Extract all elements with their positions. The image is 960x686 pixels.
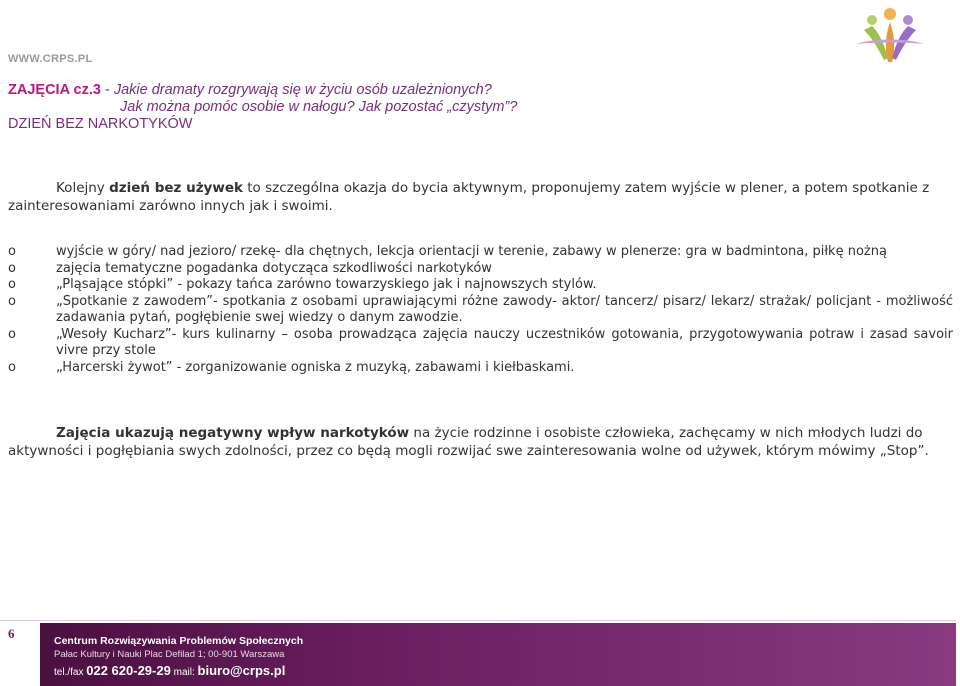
list-bullet: o	[8, 260, 16, 276]
intro-rest: to szczególna okazja do bycia aktywnym, proponujemy zatem wyjście w plener, a potem spotkanie z zainteresowaniami zarówno innych jak i swoimi.	[8, 180, 930, 214]
list-item-text: „Harcerski żywot” - zorganizowanie ogniska z muzyką, zabawami i kiełbaskami.	[56, 359, 575, 375]
list-bullet: o	[8, 293, 16, 309]
title-question-1: Jakie dramaty rozgrywają się w życiu osób uzależnionych?	[113, 82, 492, 98]
title-subtitle: DZIEŃ BEZ NARKOTYKÓW	[8, 116, 193, 132]
title-question-2: Jak można pomóc osobie w nałogu? Jak pozostać „czystym”?	[120, 99, 518, 115]
list-item	[8, 360, 953, 377]
page-title	[8, 82, 517, 133]
list-item	[8, 244, 953, 261]
summary-bold: Zajęcia ukazują negatywny wpływ narkotyków	[56, 425, 410, 441]
activities-list	[8, 244, 953, 376]
list-bullet: o	[8, 244, 16, 259]
page-number: 6	[8, 626, 15, 641]
logo-figures-icon	[850, 4, 930, 66]
list-item	[8, 277, 953, 294]
footer-address: Pałac Kultury i Nauki Plac Defilad 1; 00-901 Warszawa	[54, 649, 285, 660]
footer-mail[interactable]: biuro@crps.pl	[197, 663, 286, 678]
list-bullet: o	[8, 277, 16, 292]
list-item	[8, 294, 953, 327]
list-item-text: „Wesoły Kucharz”- kurs kulinarny – osoba prowadząca zajęcia nauczy uczestników gotowania, przygotowywania potraw i zasad savoir vivre przy stole	[56, 326, 953, 358]
list-item-text: zajęcia tematyczne pogadanka dotycząca szkodliwości narkotyków	[56, 260, 492, 276]
footer-tel-label: tel./fax	[54, 667, 84, 678]
site-url: WWW.CRPS.PL	[8, 53, 93, 65]
footer-tel: 022 620-29-29	[86, 663, 171, 678]
footer-contact	[54, 663, 285, 678]
footer-divider	[0, 620, 956, 621]
intro-pre: Kolejny	[56, 180, 110, 196]
list-item	[8, 261, 953, 278]
intro-bold: dzień bez używek	[109, 180, 243, 196]
title-lead: ZAJĘCIA cz.3	[8, 82, 101, 98]
list-item-text: „Pląsające stópki” - pokazy tańca zarówno towarzyskiego jak i najnowszych stylów.	[56, 277, 597, 292]
title-dash: -	[100, 82, 114, 98]
footer-contact-block	[40, 623, 956, 686]
summary-paragraph	[8, 424, 953, 460]
list-bullet: o	[8, 326, 16, 342]
list-bullet: o	[8, 359, 16, 375]
footer-org: Centrum Rozwiązywania Problemów Społecznych	[54, 635, 304, 647]
footer-mail-label: mail:	[173, 667, 195, 678]
page-footer	[0, 617, 960, 686]
list-item-text: wyjście w góry/ nad jezioro/ rzekę- dla chętnych, lekcja orientacji w terenie, zabawy w plenerze: gra w badmintona, piłkę nożną	[56, 244, 887, 259]
summary-rest: na życie rodzinne i osobiste człowieka, zachęcamy w nich młodych ludzi do aktywności i pogłębiania swych zdolności, przez co będą mogli rozwijać swe zainteresowania wolne od używek, którym mówimy „Stop”.	[8, 425, 929, 459]
list-item-text: „Spotkanie z zawodem”- spotkania z osobami uprawiającymi różne zawody- aktor/ tancerz/ pisarz/ lekarz/ strażak/ policjant - możliwość zadawania pytań, pogłębienie swej wiedzy o danym zawodzie.	[56, 293, 953, 325]
list-item	[8, 327, 953, 360]
intro-paragraph	[8, 179, 953, 215]
